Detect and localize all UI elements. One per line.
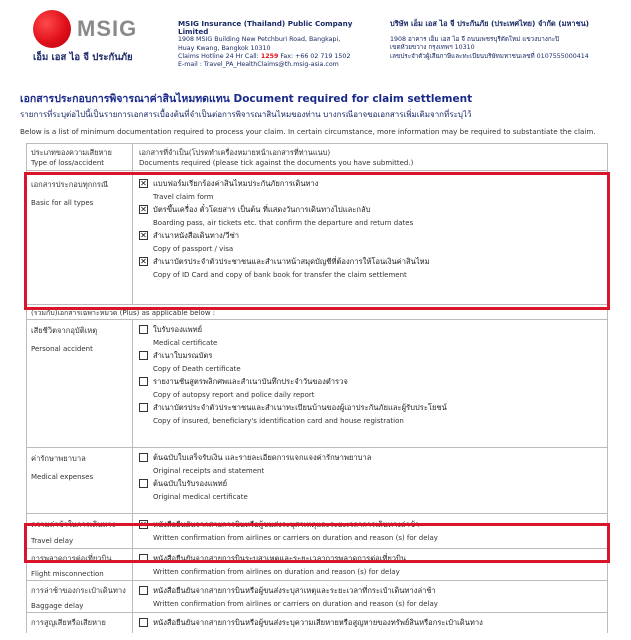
hotline-prefix: Claims Hotline 24 Hr Call: bbox=[178, 52, 261, 60]
msig-logo-circle bbox=[33, 10, 71, 48]
list-item bbox=[139, 204, 601, 230]
list-item bbox=[139, 519, 601, 545]
item-label-en: Original medical certificate bbox=[153, 493, 248, 501]
docs-cell-medical bbox=[133, 448, 607, 507]
item-label-en: Copy of ID Card and copy of bank book for transfer the claim settlement bbox=[153, 271, 407, 279]
list-item bbox=[139, 452, 601, 478]
fax-text: Fax: +66 02 719 1502 bbox=[278, 52, 351, 60]
checkbox-checked[interactable]: ✕ bbox=[140, 520, 147, 529]
item-label-th: สำเนาใบมรณบัตร bbox=[153, 351, 213, 360]
type-personal-en: Personal accident bbox=[31, 345, 93, 353]
item-label-th: ต้นฉบับใบเสร็จรับเงิน และรายละเอียดการแจกแจงค่ารักษาพยาบาล bbox=[153, 453, 372, 462]
type-flight-en: Flight misconnection bbox=[31, 570, 104, 578]
item-label-th: หนังสือยืนยันจากสายการบินหรือผู้ขนส่งระบุความเสียหายหรือสูญหายของทรัพย์สินหรือกระเป๋าเดินทาง bbox=[153, 618, 483, 627]
item-label-th: บัตรขึ้นเครื่อง ตั๋วโดยสาร เป็นต้น ที่แสดงวันการเดินทางไปและกลับ bbox=[153, 205, 371, 214]
item-label-en: Copy of Death certificate bbox=[153, 365, 241, 373]
type-travel-delay-en: Travel delay bbox=[31, 537, 74, 545]
list-item bbox=[139, 402, 601, 428]
item-label-th: หนังสือยืนยันจากสายการบินหรือผู้ขนส่งระบุสาเหตุและระยะเวลาที่กระเป๋าเดินทางล่าช้า bbox=[153, 586, 436, 595]
item-label-th: สำเนาหนังสือเดินทาง/วีซ่า bbox=[153, 231, 239, 240]
header-type-en: Type of loss/accident bbox=[31, 159, 105, 167]
table-header-row bbox=[27, 143, 607, 171]
type-personal-th: เสียชีวิตจากอุบัติเหตุ bbox=[31, 326, 98, 335]
checkbox[interactable] bbox=[139, 325, 148, 334]
list-item bbox=[139, 230, 601, 256]
document-subtitle-en: Below is a list of minimum documentation required to process your claim. In certain circumstance, more information may be required to substantiate the claim. bbox=[20, 127, 596, 136]
document-title: เอกสารประกอบการพิจารณาค่าสินไหมทดแทน Document required for claim settlement bbox=[20, 93, 473, 105]
header-type-th: ประเภทของความเสียหาย bbox=[31, 148, 112, 157]
list-item bbox=[139, 617, 601, 630]
address-th-line-1: 1908 อาคาร เอ็ม เอส ไอ จี ถนนเพชรบุรีตัดใหม่ แขวงบางกะปิ bbox=[390, 36, 560, 44]
list-item bbox=[139, 478, 601, 504]
checkbox[interactable] bbox=[139, 377, 148, 386]
docs-cell-personal bbox=[133, 320, 607, 431]
checkbox[interactable] bbox=[139, 453, 148, 462]
type-medical-en: Medical expenses bbox=[31, 473, 94, 481]
msig-logo-text: MSIG bbox=[77, 16, 138, 41]
type-last-th: การสูญเสียหรือเสียหาย bbox=[31, 618, 106, 627]
type-cell-travel-delay bbox=[27, 514, 133, 548]
table-row-last bbox=[27, 613, 607, 633]
type-cell-basic bbox=[27, 171, 133, 304]
docs-cell-last bbox=[133, 613, 607, 633]
item-label-en: Written confirmation from airlines on duration and reason (s) for delay bbox=[153, 568, 400, 576]
list-item bbox=[139, 553, 601, 579]
msig-logo-thai: เอ็ม เอส ไอ จี ประกันภัย bbox=[33, 52, 133, 63]
company-name-en: MSIG Insurance (Thailand) Public Company Limited bbox=[178, 19, 353, 37]
item-label-en: Boarding pass, air tickets etc. that confirm the departure and return dates bbox=[153, 219, 414, 227]
company-name-th: บริษัท เอ็ม เอส ไอ จี ประกันภัย (ประเทศไทย) จำกัด (มหาชน) bbox=[390, 19, 590, 28]
item-label-en: Written confirmation from airlines or carriers on duration and reason (s) for delay bbox=[153, 600, 438, 608]
plus-row bbox=[27, 305, 607, 320]
table-row-baggage bbox=[27, 581, 607, 613]
plus-label: (รวมกับ)เอกสารเฉพาะหมวด (Plus) as applicable below : bbox=[31, 309, 216, 317]
table-row-medical bbox=[27, 448, 607, 514]
type-cell-personal bbox=[27, 320, 133, 447]
checkbox-checked[interactable]: ✕ bbox=[140, 179, 147, 188]
item-label-en: Written confirmation from airlines or carriers on duration and reason (s) for delay bbox=[153, 534, 438, 542]
item-label-th: หนังสือยืนยันจากสายการบินหรือผู้ขนส่งระบุสาเหตุและระยะเวลาการเดินทางล่าช้า bbox=[153, 520, 420, 529]
type-medical-th: ค่ารักษาพยาบาล bbox=[31, 454, 86, 463]
item-label-th: สำเนาบัตรประจำตัวประชาชนและสำเนาทะเบียนบ้านของผู้เอาประกันภัยและผู้รับประโยชน์ bbox=[153, 403, 447, 412]
item-label-th: ใบรับรองแพทย์ bbox=[153, 325, 203, 334]
docs-cell-travel-delay bbox=[133, 514, 607, 548]
msig-logo bbox=[33, 10, 163, 63]
tax-id-line: เลขประจำตัวผู้เสียภาษีและทะเบียนบริษัทมหาชนเลขที่ 0107555000414 bbox=[390, 52, 589, 60]
type-travel-delay-th: ความล่าช้าในการเดินทาง bbox=[31, 520, 116, 529]
company-info-en bbox=[178, 20, 378, 69]
header-docs-th: เอกสารที่จำเป็น(โปรดทำเครื่องหมายหน้าเอกสารที่ท่านแนบ) bbox=[139, 148, 331, 157]
checkbox[interactable] bbox=[139, 403, 148, 412]
type-flight-th: การพลาดการต่อเที่ยวบิน bbox=[31, 554, 112, 563]
type-cell-baggage bbox=[27, 581, 133, 612]
item-label-en: Copy of autopsy report and police daily report bbox=[153, 391, 315, 399]
list-item bbox=[139, 256, 601, 282]
address-line-1: 1908 MSIG Building New Petchburi Road, Bangkapi, bbox=[178, 36, 341, 44]
type-basic-en: Basic for all types bbox=[31, 199, 94, 207]
item-label-en: Travel claim form bbox=[153, 193, 214, 201]
checkbox[interactable] bbox=[139, 351, 148, 360]
docs-cell-basic bbox=[133, 171, 607, 285]
type-cell-flight bbox=[27, 549, 133, 580]
header-col-docs bbox=[133, 144, 607, 170]
checkbox-checked[interactable]: ✕ bbox=[140, 205, 147, 214]
document-subtitle-th: รายการที่ระบุต่อไปนี้เป็นรายการเอกสารเบื้องต้นที่จำเป็นต่อการพิจารณาสินไหมของท่าน บางกรณีอาจขอเอกสารเพิ่มเติมจากที่ระบุไว้ bbox=[20, 110, 472, 119]
documents-table bbox=[26, 143, 608, 633]
table-row-flight bbox=[27, 549, 607, 581]
docs-cell-baggage bbox=[133, 581, 607, 614]
company-info-th bbox=[390, 20, 620, 61]
checkbox[interactable] bbox=[139, 618, 148, 627]
list-item bbox=[139, 324, 601, 350]
checkbox[interactable] bbox=[139, 479, 148, 488]
checkbox[interactable] bbox=[139, 554, 148, 563]
type-cell-last bbox=[27, 613, 133, 633]
item-label-th: ต้นฉบับใบรับรองแพทย์ bbox=[153, 479, 228, 488]
item-label-en: Copy of insured, beneficiary's identification card and house registration bbox=[153, 417, 404, 425]
table-row-basic bbox=[27, 171, 607, 305]
item-label-en: Medical certificate bbox=[153, 339, 218, 347]
hotline-line bbox=[178, 53, 378, 61]
item-label-th: แบบฟอร์มเรียกร้องค่าสินไหมประกันภัยการเดินทาง bbox=[153, 179, 319, 188]
header-col-type bbox=[27, 144, 133, 170]
address-th-line-2: เขตห้วยขวาง กรุงเทพฯ 10310 bbox=[390, 44, 475, 52]
checkbox[interactable] bbox=[139, 586, 148, 595]
checkbox-checked[interactable]: ✕ bbox=[140, 257, 147, 266]
table-row-travel-delay bbox=[27, 514, 607, 549]
list-item bbox=[139, 376, 601, 402]
item-label-th: สำเนาบัตรประจำตัวประชาชนและสำเนาหน้าสมุดบัญชีที่ต้องการให้โอนเงินค่าสินไหม bbox=[153, 257, 430, 266]
header-docs-en: Documents required (please tick against the documents you have submitted.) bbox=[139, 159, 414, 167]
item-label-en: Copy of passport / visa bbox=[153, 245, 234, 253]
hotline-number: 1259 bbox=[260, 52, 279, 60]
checkbox-checked[interactable]: ✕ bbox=[140, 231, 147, 240]
table-row-personal bbox=[27, 320, 607, 448]
type-cell-medical bbox=[27, 448, 133, 513]
letterhead bbox=[0, 0, 631, 80]
type-baggage-th: การล่าช้าของกระเป๋าเดินทาง bbox=[31, 586, 126, 595]
list-item bbox=[139, 350, 601, 376]
list-item bbox=[139, 178, 601, 204]
item-label-th: รายงานชันสูตรพลิกศพและสำเนาบันทึกประจำวันของตำรวจ bbox=[153, 377, 348, 386]
type-basic-th: เอกสารประกอบทุกกรณี bbox=[31, 180, 109, 189]
type-baggage-en: Baggage delay bbox=[31, 602, 84, 610]
list-item bbox=[139, 585, 601, 611]
item-label-th: หนังสือยืนยันจากสายการบินระบุสาเหตุและระยะเวลาการพลาดการต่อเที่ยวบิน bbox=[153, 554, 407, 563]
docs-cell-flight bbox=[133, 549, 607, 582]
email-line: E-mail : Travel_PA_HealthClaims@th.msig-asia.com bbox=[178, 61, 339, 69]
item-label-en: Original receipts and statement bbox=[153, 467, 265, 475]
address-line-2: Huay Kwang, Bangkok 10310 bbox=[178, 44, 271, 52]
